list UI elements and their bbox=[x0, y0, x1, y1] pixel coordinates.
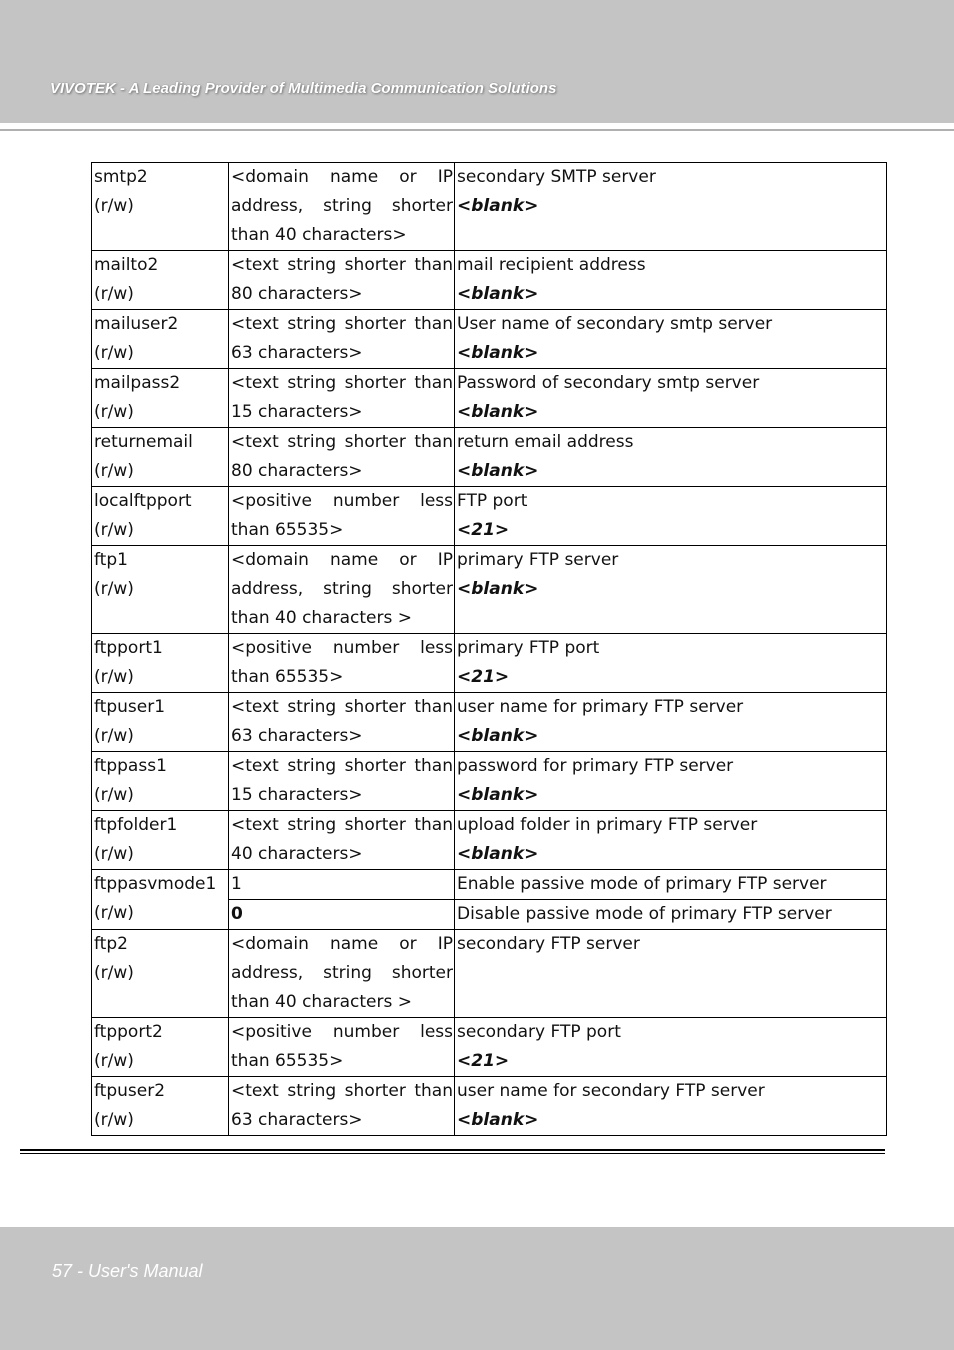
parameter-value-cell bbox=[229, 811, 455, 870]
cell-line: smtp2 bbox=[94, 167, 148, 187]
cell-line: secondary FTP server bbox=[457, 934, 640, 954]
cell-line: than 40 characters > bbox=[231, 992, 412, 1012]
cell-line: (r/w) bbox=[94, 284, 134, 304]
parameter-description-cell bbox=[455, 1077, 887, 1136]
parameter-value-cell bbox=[229, 693, 455, 752]
cell-line: <text string shorter than bbox=[231, 255, 453, 275]
parameter-description-cell bbox=[455, 369, 887, 428]
cell-line: address, string shorter bbox=[231, 196, 453, 216]
parameter-value-cell bbox=[229, 487, 455, 546]
cell-line: secondary SMTP server bbox=[457, 167, 656, 187]
bottom-divider-upper bbox=[20, 1149, 885, 1151]
parameter-table bbox=[91, 162, 887, 1136]
cell-line: ftppass1 bbox=[94, 756, 167, 776]
cell-line: (r/w) bbox=[94, 402, 134, 422]
cell-line: 15 characters> bbox=[231, 785, 363, 805]
cell-line: return email address bbox=[457, 432, 634, 452]
table-row bbox=[92, 811, 887, 870]
parameter-description-cell bbox=[455, 811, 887, 870]
parameter-value-cell bbox=[229, 251, 455, 310]
cell-line: returnemail bbox=[94, 432, 193, 452]
cell-line: than 65535> bbox=[231, 667, 344, 687]
parameter-name-cell bbox=[92, 369, 229, 428]
parameter-value-cell bbox=[229, 1018, 455, 1077]
cell-line: (r/w) bbox=[94, 1110, 134, 1130]
parameter-name-cell bbox=[92, 752, 229, 811]
cell-line: ftpuser1 bbox=[94, 697, 166, 717]
cell-line: password for primary FTP server bbox=[457, 756, 734, 776]
cell-line: mailpass2 bbox=[94, 373, 181, 393]
cell-line: <text string shorter than bbox=[231, 1081, 453, 1101]
cell-line: <text string shorter than bbox=[231, 815, 453, 835]
table-row bbox=[92, 163, 887, 251]
cell-line: address, string shorter bbox=[231, 963, 453, 983]
table-row bbox=[92, 428, 887, 487]
cell-line: than 65535> bbox=[231, 520, 344, 540]
parameter-value-cell bbox=[229, 870, 455, 900]
cell-line: ftp1 bbox=[94, 550, 128, 570]
parameter-name-cell bbox=[92, 870, 229, 930]
cell-line: (r/w) bbox=[94, 963, 134, 983]
parameter-value-cell bbox=[229, 634, 455, 693]
cell-line: user name for primary FTP server bbox=[457, 697, 744, 717]
parameter-description-cell bbox=[455, 870, 887, 900]
table-row bbox=[92, 369, 887, 428]
parameter-description-cell bbox=[455, 634, 887, 693]
table-row bbox=[92, 870, 887, 900]
cell-line: <blank> bbox=[457, 726, 539, 746]
table-row bbox=[92, 251, 887, 310]
cell-line: (r/w) bbox=[94, 1051, 134, 1071]
cell-line: <text string shorter than bbox=[231, 756, 453, 776]
cell-line: <blank> bbox=[457, 579, 539, 599]
parameter-name-cell bbox=[92, 251, 229, 310]
parameter-description-cell bbox=[455, 752, 887, 811]
parameter-name-cell bbox=[92, 310, 229, 369]
parameter-name-cell bbox=[92, 546, 229, 634]
cell-line: <21> bbox=[457, 667, 510, 687]
page-footer bbox=[0, 1227, 954, 1350]
cell-line: primary FTP port bbox=[457, 638, 600, 658]
cell-line: FTP port bbox=[457, 491, 528, 511]
cell-line: upload folder in primary FTP server bbox=[457, 815, 758, 835]
cell-line: ftpport1 bbox=[94, 638, 163, 658]
cell-line: primary FTP server bbox=[457, 550, 619, 570]
parameter-description-cell bbox=[455, 163, 887, 251]
cell-line: (r/w) bbox=[94, 520, 134, 540]
parameter-value-cell bbox=[229, 310, 455, 369]
cell-line: <blank> bbox=[457, 402, 539, 422]
parameter-name-cell bbox=[92, 811, 229, 870]
cell-line: (r/w) bbox=[94, 343, 134, 363]
parameter-description-cell bbox=[455, 428, 887, 487]
cell-line: (r/w) bbox=[94, 461, 134, 481]
cell-line: <domain name or IP bbox=[231, 934, 453, 954]
parameter-value-cell bbox=[229, 930, 455, 1018]
cell-line: (r/w) bbox=[94, 844, 134, 864]
parameter-value-cell bbox=[229, 546, 455, 634]
table-row bbox=[92, 752, 887, 811]
cell-line: <positive number less bbox=[231, 1022, 453, 1042]
bottom-divider-lower bbox=[20, 1153, 885, 1154]
parameter-value-cell bbox=[229, 428, 455, 487]
cell-line: (r/w) bbox=[94, 785, 134, 805]
parameter-name-cell bbox=[92, 1018, 229, 1077]
table-row bbox=[92, 930, 887, 1018]
cell-line: 63 characters> bbox=[231, 726, 363, 746]
parameter-value-cell bbox=[229, 163, 455, 251]
cell-line: <21> bbox=[457, 1051, 510, 1071]
parameter-description-cell bbox=[455, 900, 887, 930]
cell-line: <domain name or IP bbox=[231, 550, 453, 570]
cell-line: 15 characters> bbox=[231, 402, 363, 422]
cell-line: <domain name or IP bbox=[231, 167, 453, 187]
table-row bbox=[92, 1077, 887, 1136]
parameter-name-cell bbox=[92, 163, 229, 251]
cell-line: ftpuser2 bbox=[94, 1081, 166, 1101]
cell-line: <text string shorter than bbox=[231, 432, 453, 452]
parameter-description-cell bbox=[455, 930, 887, 1018]
table-row bbox=[92, 487, 887, 546]
cell-line: User name of secondary smtp server bbox=[457, 314, 773, 334]
table-row bbox=[92, 634, 887, 693]
cell-line: <text string shorter than bbox=[231, 314, 453, 334]
cell-line: (r/w) bbox=[94, 579, 134, 599]
cell-line: Password of secondary smtp server bbox=[457, 373, 760, 393]
page-header bbox=[0, 0, 954, 123]
cell-line: 40 characters> bbox=[231, 844, 363, 864]
cell-line: Disable passive mode of primary FTP server bbox=[457, 904, 832, 924]
header-title: VIVOTEK - A Leading Provider of Multimedia Communication Solutions bbox=[50, 80, 557, 97]
cell-line: <blank> bbox=[457, 1110, 539, 1130]
cell-line: ftp2 bbox=[94, 934, 128, 954]
cell-line: Enable passive mode of primary FTP server bbox=[457, 874, 827, 894]
table-row bbox=[92, 693, 887, 752]
parameter-description-cell bbox=[455, 487, 887, 546]
cell-line: mailuser2 bbox=[94, 314, 179, 334]
cell-line: than 40 characters> bbox=[231, 225, 407, 245]
table-row bbox=[92, 1018, 887, 1077]
cell-line: mail recipient address bbox=[457, 255, 646, 275]
cell-line: 63 characters> bbox=[231, 1110, 363, 1130]
cell-line: secondary FTP port bbox=[457, 1022, 621, 1042]
cell-line: user name for secondary FTP server bbox=[457, 1081, 765, 1101]
cell-line: <blank> bbox=[457, 196, 539, 216]
cell-line: 0 bbox=[231, 904, 243, 924]
parameter-name-cell bbox=[92, 930, 229, 1018]
cell-line: 80 characters> bbox=[231, 461, 363, 481]
parameter-name-cell bbox=[92, 634, 229, 693]
cell-line: <21> bbox=[457, 520, 510, 540]
cell-line: than 65535> bbox=[231, 1051, 344, 1071]
page-number-label: 57 - User's Manual bbox=[52, 1261, 203, 1281]
cell-line: ftpfolder1 bbox=[94, 815, 178, 835]
cell-line: (r/w) bbox=[94, 196, 134, 216]
cell-line: (r/w) bbox=[94, 667, 134, 687]
cell-line: ftppasvmode1 bbox=[94, 874, 217, 894]
parameter-name-cell bbox=[92, 693, 229, 752]
parameter-description-cell bbox=[455, 693, 887, 752]
parameter-value-cell bbox=[229, 369, 455, 428]
parameter-value-cell bbox=[229, 752, 455, 811]
table-row bbox=[92, 546, 887, 634]
cell-line: <text string shorter than bbox=[231, 373, 453, 393]
cell-line: 63 characters> bbox=[231, 343, 363, 363]
cell-line: <blank> bbox=[457, 844, 539, 864]
cell-line: <blank> bbox=[457, 461, 539, 481]
parameter-value-cell bbox=[229, 900, 455, 930]
parameter-description-cell bbox=[455, 1018, 887, 1077]
cell-line: (r/w) bbox=[94, 726, 134, 746]
parameter-name-cell bbox=[92, 487, 229, 546]
cell-line: 1 bbox=[231, 874, 242, 894]
parameter-description-cell bbox=[455, 546, 887, 634]
cell-line: <blank> bbox=[457, 284, 539, 304]
cell-line: localftpport bbox=[94, 491, 192, 511]
cell-line: <text string shorter than bbox=[231, 697, 453, 717]
parameter-description-cell bbox=[455, 310, 887, 369]
cell-line: than 40 characters > bbox=[231, 608, 412, 628]
parameter-name-cell bbox=[92, 428, 229, 487]
cell-line: <positive number less bbox=[231, 491, 453, 511]
parameter-description-cell bbox=[455, 251, 887, 310]
parameter-name-cell bbox=[92, 1077, 229, 1136]
cell-line: (r/w) bbox=[94, 903, 134, 923]
header-divider bbox=[0, 129, 954, 131]
cell-line: address, string shorter bbox=[231, 579, 453, 599]
table-row bbox=[92, 310, 887, 369]
cell-line: <blank> bbox=[457, 785, 539, 805]
cell-line: 80 characters> bbox=[231, 284, 363, 304]
cell-line: <blank> bbox=[457, 343, 539, 363]
cell-line: mailto2 bbox=[94, 255, 159, 275]
cell-line: <positive number less bbox=[231, 638, 453, 658]
cell-line: ftpport2 bbox=[94, 1022, 163, 1042]
parameter-value-cell bbox=[229, 1077, 455, 1136]
